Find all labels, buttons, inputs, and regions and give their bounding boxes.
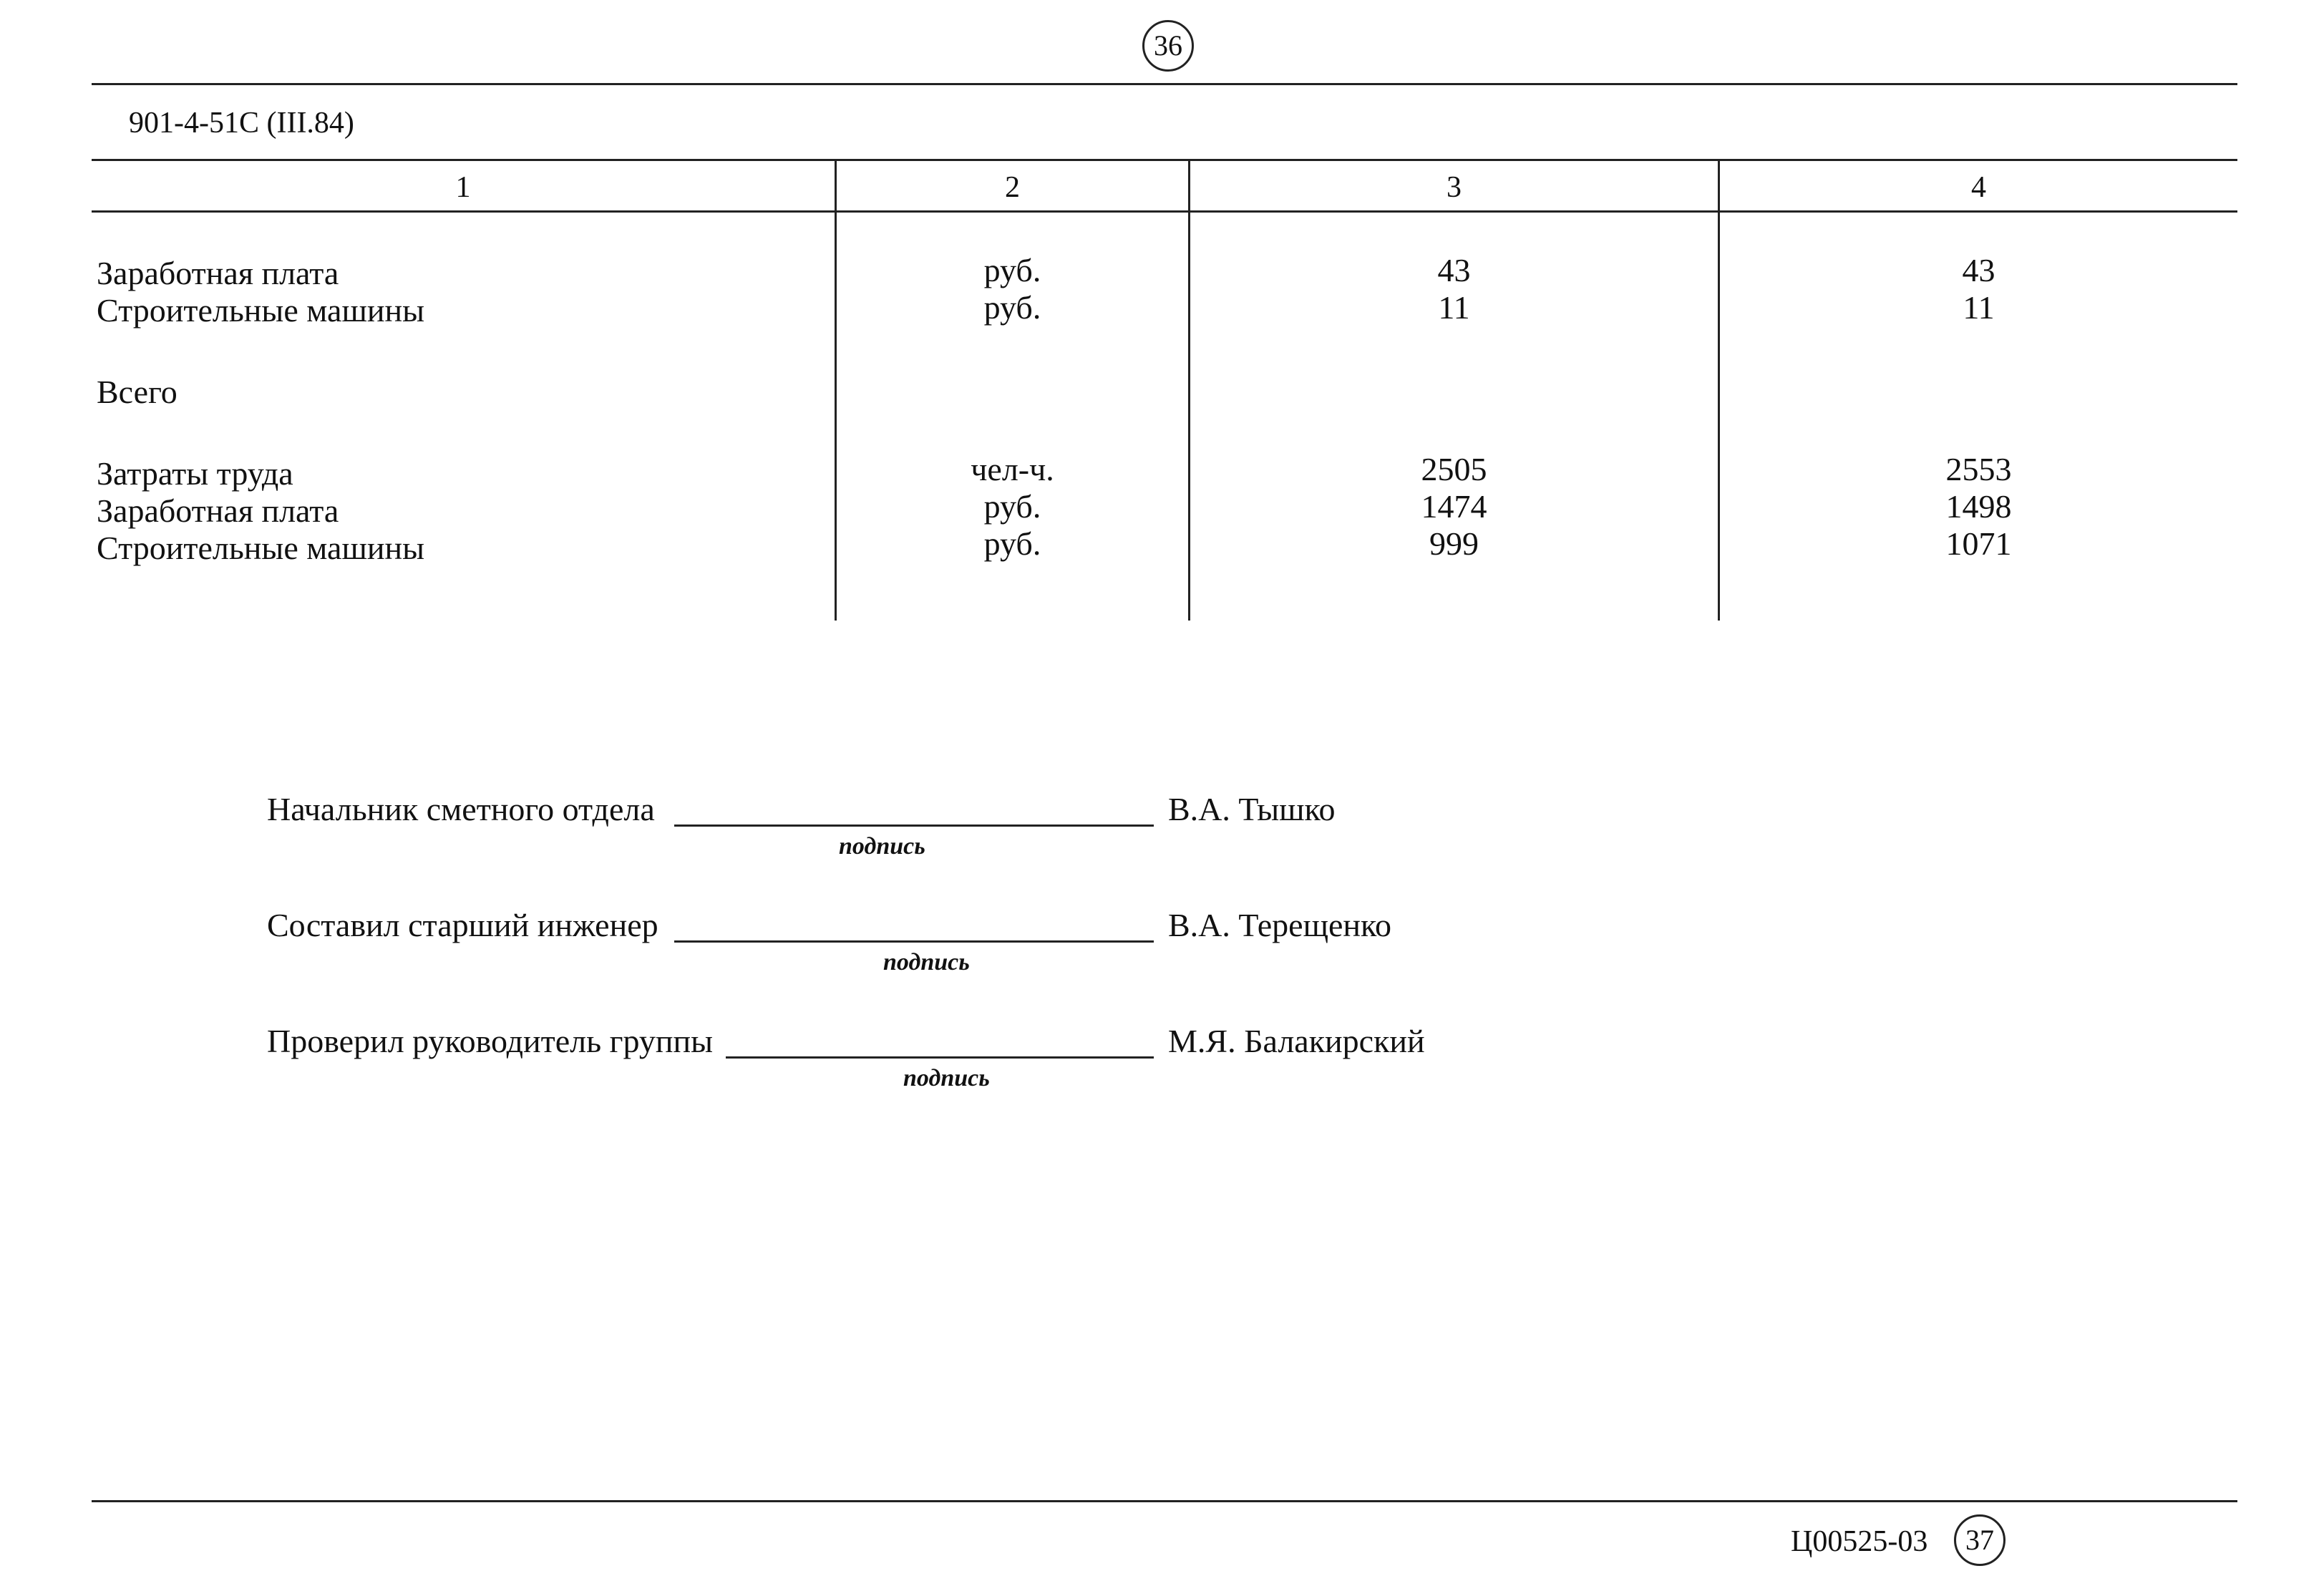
signature-hint: подпись: [883, 949, 970, 976]
column-header-2: 2: [1005, 171, 1020, 204]
row-unit: руб.: [983, 488, 1041, 525]
document-code: 901-4-51С (III.84): [129, 107, 354, 140]
row-unit: руб.: [983, 252, 1041, 288]
row-label: Строительные машины: [97, 292, 425, 329]
row-unit: руб.: [983, 289, 1041, 326]
section-label-total: Всего: [97, 374, 178, 410]
row-value-col4: 11: [1963, 289, 1995, 326]
row-value-col3: 43: [1437, 252, 1471, 288]
row-value-col4: 1498: [1945, 488, 2012, 525]
row-value-col3: 2505: [1421, 451, 1487, 487]
column-header-1: 1: [455, 171, 471, 204]
signature-name: В.А. Терещенко: [1168, 907, 1392, 943]
table-header-rule: [92, 210, 2237, 213]
row-value-col4: 43: [1962, 252, 1995, 288]
column-header-4: 4: [1971, 171, 1986, 204]
signature-line: [726, 1056, 1154, 1059]
row-value-col4: 2553: [1945, 451, 2012, 487]
footer-code: Ц00525-03: [1791, 1525, 1928, 1558]
signature-role: Проверил руководитель группы: [267, 1023, 714, 1059]
table-top-rule: [92, 159, 2237, 161]
signature-name: М.Я. Балакирский: [1168, 1023, 1425, 1059]
signature-role: Начальник сметного отдела: [267, 791, 655, 827]
row-value-col4: 1071: [1945, 525, 2012, 562]
column-header-3: 3: [1447, 171, 1462, 204]
signature-hint: подпись: [903, 1065, 990, 1091]
row-unit: руб.: [983, 525, 1041, 562]
top-page-number: 36: [1142, 20, 1194, 72]
row-value-col3: 999: [1429, 525, 1479, 562]
signature-role: Составил старший инженер: [267, 907, 658, 943]
signature-name: В.А. Тышко: [1168, 791, 1336, 827]
footer-page-number: 37: [1954, 1514, 2005, 1566]
signature-hint: подпись: [839, 833, 925, 860]
top-rule: [92, 83, 2237, 85]
row-label: Заработная плата: [97, 255, 339, 291]
signature-line: [674, 940, 1154, 943]
row-label: Затраты труда: [97, 455, 293, 492]
bottom-rule: [92, 1500, 2237, 1502]
row-unit: чел-ч.: [971, 451, 1054, 487]
row-value-col3: 11: [1438, 289, 1470, 326]
row-label: Строительные машины: [97, 530, 425, 566]
signature-line: [674, 824, 1154, 827]
row-label: Заработная плата: [97, 492, 339, 529]
row-value-col3: 1474: [1421, 488, 1487, 525]
